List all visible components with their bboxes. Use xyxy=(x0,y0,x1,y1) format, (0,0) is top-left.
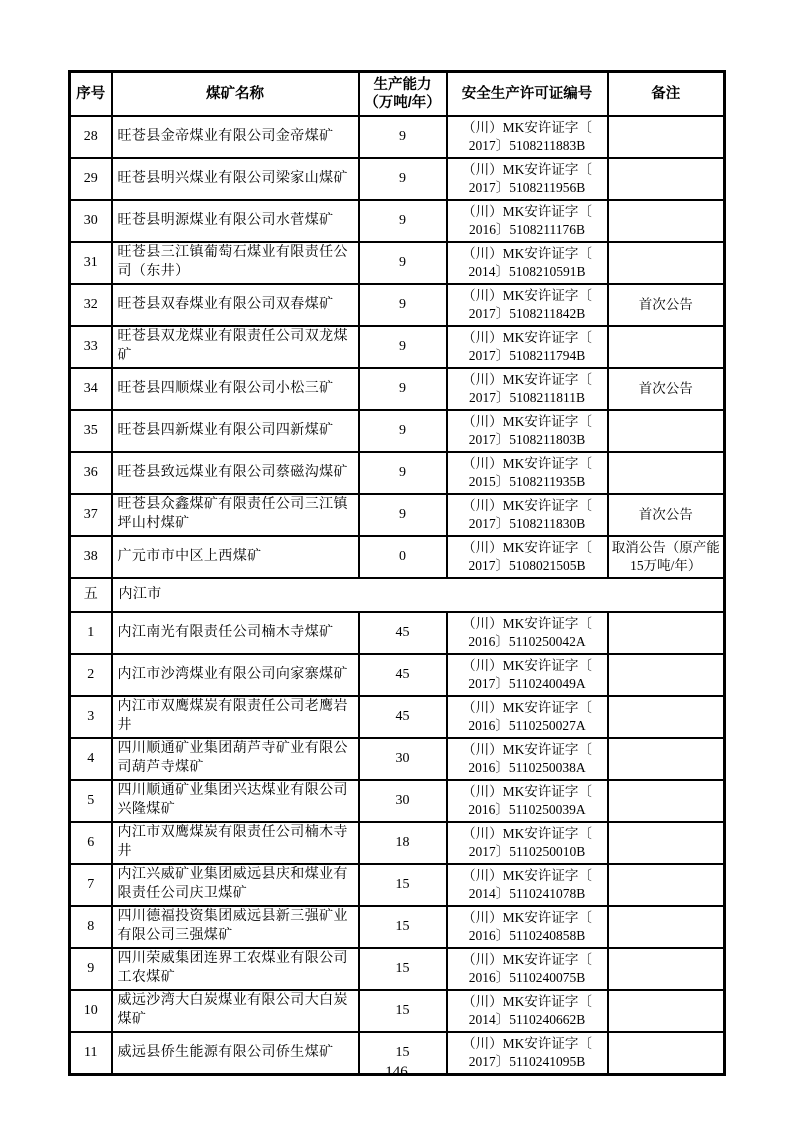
cell-index: 1 xyxy=(70,612,112,654)
cell-license xyxy=(447,410,608,452)
cell-capacity: 30 xyxy=(359,780,447,822)
cell-index: 32 xyxy=(70,284,112,326)
cell-mine-name: 旺苍县金帝煤业有限公司金帝煤矿 xyxy=(112,116,359,158)
license-line1: （川）MK安许证字〔 xyxy=(462,456,592,472)
license-line1: （川）MK安许证字〔 xyxy=(462,616,592,632)
cell-remark: 首次公告 xyxy=(608,494,725,536)
license-line1: （川）MK安许证字〔 xyxy=(462,162,592,178)
cell-index: 4 xyxy=(70,738,112,780)
table-row xyxy=(70,536,725,578)
cell-index: 33 xyxy=(70,326,112,368)
cell-license xyxy=(447,242,608,284)
cell-mine-name: 四川顺通矿业集团兴达煤业有限公司兴隆煤矿 xyxy=(112,780,359,822)
license-line1: （川）MK安许证字〔 xyxy=(462,498,592,514)
cell-capacity: 15 xyxy=(359,948,447,990)
cell-capacity: 9 xyxy=(359,410,447,452)
table-row xyxy=(70,822,725,864)
cell-mine-name: 内江市双鹰煤炭有限责任公司楠木寺井 xyxy=(112,822,359,864)
cell-mine-name: 旺苍县双春煤业有限公司双春煤矿 xyxy=(112,284,359,326)
cell-index: 31 xyxy=(70,242,112,284)
cell-remark xyxy=(608,990,725,1032)
license-line2: 2017〕5110240049A xyxy=(468,676,586,691)
cell-mine-name: 旺苍县三江镇葡萄石煤业有限责任公司（东井） xyxy=(112,242,359,284)
cell-capacity: 9 xyxy=(359,200,447,242)
coal-mine-table xyxy=(68,70,726,1076)
license-line1: （川）MK安许证字〔 xyxy=(462,414,592,430)
cell-license xyxy=(447,948,608,990)
license-line2: 2017〕5108021505B xyxy=(468,558,586,573)
cell-remark: 取消公告（原产能15万吨/年） xyxy=(608,536,725,578)
license-line2: 2016〕5110250039A xyxy=(468,802,586,817)
cell-license xyxy=(447,116,608,158)
cell-index: 36 xyxy=(70,452,112,494)
license-line1: （川）MK安许证字〔 xyxy=(462,826,592,842)
table-body xyxy=(70,116,725,1075)
table-row xyxy=(70,158,725,200)
table-row xyxy=(70,780,725,822)
header-license: 安全生产许可证编号 xyxy=(447,72,608,117)
cell-mine-name: 四川荣威集团连界工农煤业有限公司工农煤矿 xyxy=(112,948,359,990)
cell-capacity: 9 xyxy=(359,242,447,284)
license-line1: （川）MK安许证字〔 xyxy=(462,784,592,800)
cell-license xyxy=(447,654,608,696)
cell-remark xyxy=(608,612,725,654)
cell-remark xyxy=(608,906,725,948)
cell-remark xyxy=(608,158,725,200)
cell-mine-name: 威远沙湾大白炭煤业有限公司大白炭煤矿 xyxy=(112,990,359,1032)
cell-index: 29 xyxy=(70,158,112,200)
cell-mine-name: 内江南光有限责任公司楠木寺煤矿 xyxy=(112,612,359,654)
cell-remark xyxy=(608,654,725,696)
page-number: 146 xyxy=(385,1064,408,1080)
cell-index: 9 xyxy=(70,948,112,990)
license-line2: 2017〕5108211794B xyxy=(468,348,586,363)
cell-license xyxy=(447,990,608,1032)
cell-index: 38 xyxy=(70,536,112,578)
cell-license xyxy=(447,326,608,368)
table-row xyxy=(70,906,725,948)
section-row xyxy=(70,578,725,612)
cell-remark xyxy=(608,326,725,368)
license-line2: 2016〕5110240858B xyxy=(468,928,586,943)
cell-capacity: 9 xyxy=(359,116,447,158)
license-line1: （川）MK安许证字〔 xyxy=(462,658,592,674)
cell-license xyxy=(447,822,608,864)
cell-capacity: 45 xyxy=(359,654,447,696)
table-row xyxy=(70,410,725,452)
cell-index: 2 xyxy=(70,654,112,696)
cell-license xyxy=(447,906,608,948)
cell-remark xyxy=(608,780,725,822)
license-line2: 2017〕5108211956B xyxy=(468,180,586,195)
cell-capacity: 45 xyxy=(359,696,447,738)
cell-remark xyxy=(608,864,725,906)
cell-section-index: 五 xyxy=(70,578,112,612)
cell-remark xyxy=(608,200,725,242)
license-line1: （川）MK安许证字〔 xyxy=(462,952,592,968)
cell-mine-name: 内江兴威矿业集团威远县庆和煤业有限责任公司庆卫煤矿 xyxy=(112,864,359,906)
cell-index: 34 xyxy=(70,368,112,410)
header-remark: 备注 xyxy=(608,72,725,117)
cell-license xyxy=(447,284,608,326)
license-line2: 2017〕5108211842B xyxy=(468,306,586,321)
cell-mine-name: 旺苍县四新煤业有限公司四新煤矿 xyxy=(112,410,359,452)
cell-mine-name: 四川顺通矿业集团葫芦寺矿业有限公司葫芦寺煤矿 xyxy=(112,738,359,780)
license-line1: （川）MK安许证字〔 xyxy=(462,910,592,926)
license-line1: （川）MK安许证字〔 xyxy=(462,246,592,262)
license-line2: 2014〕5110240662B xyxy=(468,1012,586,1027)
cell-capacity: 15 xyxy=(359,864,447,906)
license-line1: （川）MK安许证字〔 xyxy=(462,742,592,758)
license-line2: 2017〕5108211803B xyxy=(468,432,586,447)
cell-license xyxy=(447,780,608,822)
cell-license xyxy=(447,536,608,578)
license-line2: 2017〕5110241095B xyxy=(468,1054,586,1069)
table-row xyxy=(70,948,725,990)
cell-mine-name: 旺苍县明源煤业有限公司水菅煤矿 xyxy=(112,200,359,242)
cell-capacity: 30 xyxy=(359,738,447,780)
cell-license xyxy=(447,494,608,536)
license-line1: （川）MK安许证字〔 xyxy=(462,372,592,388)
license-line2: 2016〕5110250042A xyxy=(468,634,586,649)
license-line2: 2016〕5108211176B xyxy=(468,222,585,237)
cell-mine-name: 内江市双鹰煤炭有限责任公司老鹰岩井 xyxy=(112,696,359,738)
table-row xyxy=(70,242,725,284)
cell-capacity: 9 xyxy=(359,284,447,326)
cell-capacity: 15 xyxy=(359,1032,447,1075)
cell-index: 11 xyxy=(70,1032,112,1075)
table-row xyxy=(70,738,725,780)
cell-index: 37 xyxy=(70,494,112,536)
cell-capacity: 0 xyxy=(359,536,447,578)
cell-license xyxy=(447,200,608,242)
cell-index: 7 xyxy=(70,864,112,906)
cell-capacity: 9 xyxy=(359,158,447,200)
cell-remark xyxy=(608,696,725,738)
header-capacity xyxy=(359,72,447,117)
table-row xyxy=(70,494,725,536)
cell-mine-name: 旺苍县众鑫煤矿有限责任公司三江镇坪山村煤矿 xyxy=(112,494,359,536)
cell-remark xyxy=(608,452,725,494)
cell-index: 8 xyxy=(70,906,112,948)
license-line2: 2017〕5108211883B xyxy=(468,138,586,153)
license-line2: 2016〕5110250038A xyxy=(468,760,586,775)
license-line1: （川）MK安许证字〔 xyxy=(462,204,592,220)
cell-capacity: 45 xyxy=(359,612,447,654)
cell-license xyxy=(447,452,608,494)
license-line1: （川）MK安许证字〔 xyxy=(462,1036,592,1052)
table-row xyxy=(70,452,725,494)
table-row xyxy=(70,326,725,368)
table-row xyxy=(70,990,725,1032)
cell-mine-name: 旺苍县双龙煤业有限责任公司双龙煤矿 xyxy=(112,326,359,368)
cell-mine-name: 内江市沙湾煤业有限公司向家寨煤矿 xyxy=(112,654,359,696)
table-row xyxy=(70,654,725,696)
license-line1: （川）MK安许证字〔 xyxy=(462,120,592,136)
cell-mine-name: 四川德福投资集团威远县新三强矿业有限公司三强煤矿 xyxy=(112,906,359,948)
cell-index: 6 xyxy=(70,822,112,864)
cell-mine-name: 广元市市中区上西煤矿 xyxy=(112,536,359,578)
cell-remark xyxy=(608,948,725,990)
cell-capacity: 9 xyxy=(359,326,447,368)
table-row xyxy=(70,284,725,326)
license-line2: 2016〕5110240075B xyxy=(468,970,586,985)
cell-capacity: 15 xyxy=(359,906,447,948)
table-row xyxy=(70,612,725,654)
license-line1: （川）MK安许证字〔 xyxy=(462,330,592,346)
license-line1: （川）MK安许证字〔 xyxy=(462,288,592,304)
cell-index: 30 xyxy=(70,200,112,242)
cell-license xyxy=(447,738,608,780)
cell-remark: 首次公告 xyxy=(608,284,725,326)
cell-remark xyxy=(608,822,725,864)
license-line2: 2014〕5108210591B xyxy=(468,264,586,279)
license-line1: （川）MK安许证字〔 xyxy=(462,540,592,556)
cell-capacity: 9 xyxy=(359,368,447,410)
cell-remark xyxy=(608,410,725,452)
license-line1: （川）MK安许证字〔 xyxy=(462,994,592,1010)
cell-mine-name: 威远县侨生能源有限公司侨生煤矿 xyxy=(112,1032,359,1075)
license-line1: （川）MK安许证字〔 xyxy=(462,868,592,884)
cell-license xyxy=(447,696,608,738)
license-line2: 2014〕5110241078B xyxy=(468,886,586,901)
cell-remark xyxy=(608,738,725,780)
cell-index: 5 xyxy=(70,780,112,822)
license-line2: 2015〕5108211935B xyxy=(468,474,586,489)
cell-index: 10 xyxy=(70,990,112,1032)
cell-capacity: 9 xyxy=(359,494,447,536)
cell-mine-name: 旺苍县明兴煤业有限公司梁家山煤矿 xyxy=(112,158,359,200)
table-row xyxy=(70,200,725,242)
license-line2: 2017〕5108211811B xyxy=(468,390,585,405)
license-line2: 2017〕5108211830B xyxy=(468,516,586,531)
table-row xyxy=(70,116,725,158)
cell-remark xyxy=(608,116,725,158)
cell-mine-name: 旺苍县致远煤业有限公司蔡磁沟煤矿 xyxy=(112,452,359,494)
cell-license xyxy=(447,612,608,654)
header-index: 序号 xyxy=(70,72,112,117)
cell-index: 35 xyxy=(70,410,112,452)
header-mine-name: 煤矿名称 xyxy=(112,72,359,117)
table-row xyxy=(70,864,725,906)
cell-capacity: 9 xyxy=(359,452,447,494)
cell-index: 28 xyxy=(70,116,112,158)
header-capacity-line1: 生产能力 xyxy=(373,76,432,93)
cell-capacity: 18 xyxy=(359,822,447,864)
table-row xyxy=(70,696,725,738)
header-capacity-line2: （万吨/年） xyxy=(364,95,441,111)
section-city-label: 内江市 xyxy=(112,578,725,612)
cell-index: 3 xyxy=(70,696,112,738)
cell-remark xyxy=(608,242,725,284)
table-header-row xyxy=(70,72,725,117)
cell-remark: 首次公告 xyxy=(608,368,725,410)
license-line2: 2017〕5110250010B xyxy=(468,844,586,859)
table-row xyxy=(70,368,725,410)
cell-license xyxy=(447,368,608,410)
cell-capacity: 15 xyxy=(359,990,447,1032)
license-line1: （川）MK安许证字〔 xyxy=(462,700,592,716)
cell-license xyxy=(447,158,608,200)
license-line2: 2016〕5110250027A xyxy=(468,718,586,733)
cell-license xyxy=(447,864,608,906)
cell-mine-name: 旺苍县四顺煤业有限公司小松三矿 xyxy=(112,368,359,410)
